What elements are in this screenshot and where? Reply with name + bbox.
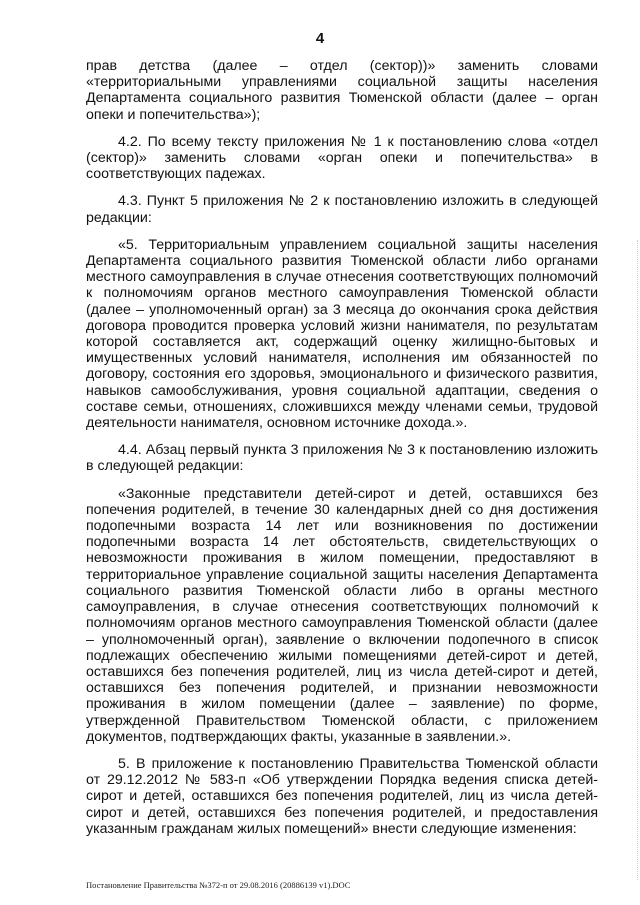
document-footer: Постановление Правительства №372-п от 29.08.2016 (20886139 v1).DOC bbox=[86, 880, 351, 890]
page-number: 4 bbox=[315, 30, 325, 47]
document-body bbox=[86, 58, 598, 848]
paragraph-4-2: 4.2. По всему тексту приложения № 1 к постановлению слова «отдел (сектор)» заменить словами «орган опеки и попечительства» в соответствующих падежах. bbox=[86, 133, 598, 183]
paragraph-5: 5. В приложение к постановлению Правительства Тюменской области от 29.12.2012 № 583-п «Об утверждении Порядка ведения списка детей-сирот и детей, оставшихся без попечения родителей, лиц из числа детей-сирот и детей, оставшихся без попечения родителей, и предоставления указанным гражданам жилых помещений» внести следующие изменения: bbox=[86, 755, 598, 837]
paragraph-4-4: 4.4. Абзац первый пункта 3 приложения № 3 к постановлению изложить в следующей редакции: bbox=[86, 442, 598, 475]
paragraph-continuation: прав детства (далее – отдел (сектор))» заменить словами «территориальными управлениями социальной защиты населения Департамента социального развития Тюменской области (далее – орган опеки и попечительства»); bbox=[86, 58, 598, 123]
quote-point-5: «5. Территориальным управлением социальной защиты населения Департамента социального развития Тюменской области либо органами местного самоуправления в случае отнесения соответствующих полномочий к полномочиям органов местного самоуправления Тюменской области (далее – уполномоченный орган) за 3 месяца до окончания срока действия договора проводится проверка условий жизни нанимателя, по результатам которой составляется акт, содержащий оценку жилищно-бытовых и имущественных условий нанимателя, исполнения им обязанностей по договору, состояния его здоровья, эмоционального и физического развития, навыков самообслуживания, уровня социальной адаптации, сведения о составе семьи, отношениях, сложившихся между членами семьи, трудовой деятельности нанимателя, основном источнике дохода.». bbox=[86, 236, 598, 432]
paragraph-4-3: 4.3. Пункт 5 приложения № 2 к постановлению изложить в следующей редакции: bbox=[86, 193, 598, 226]
quote-legal-representatives: «Законные представители детей-сирот и детей, оставшихся без попечения родителей, в течение 30 календарных дней со дня достижения подопечными возраста 14 лет или возникновения по достижении подопечными возраста 14 лет обстоятельств, свидетельствующих о невозможности проживания в жилом помещении, предоставляют в территориальное управление социальной защиты населения Департамента социального развития Тюменской области либо в органы местного самоуправления, в случае отнесения соответствующих полномочий к полномочиям органов местного самоуправления Тюменской области (далее – уполномоченный орган), заявление о включении подопечного в список подлежащих обеспечению жилыми помещениями детей-сирот и детей, оставшихся без попечения родителей, лиц из числа детей-сирот и детей, оставшихся без попечения родителей, и признании невозможности проживания в жилом помещении (далее – заявление) по форме, утвержденной Правительством Тюменской области, с приложением документов, подтверждающих факты, указанные в заявлении.». bbox=[86, 485, 598, 745]
scan-edge-divider bbox=[637, 240, 638, 880]
